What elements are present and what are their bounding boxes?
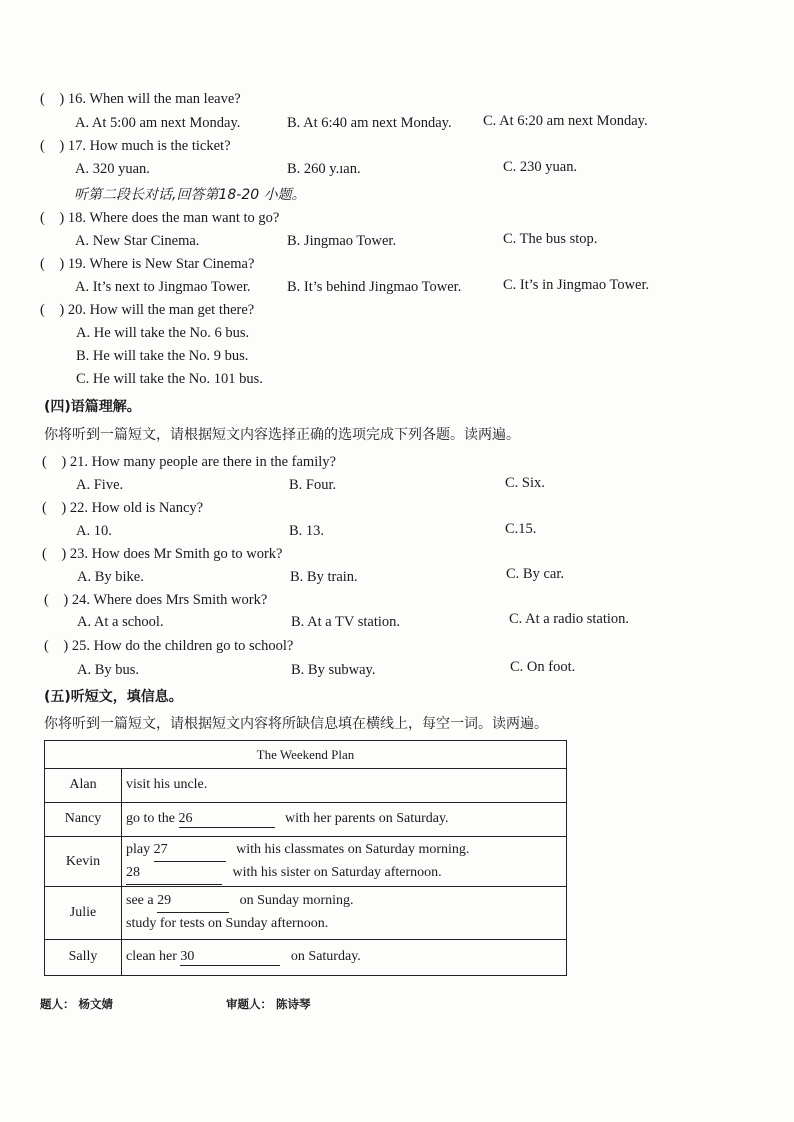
question-17: ( ) 17. How much is the ticket? [40,138,231,154]
option-22b[interactable]: B. 13. [289,523,325,539]
option-24c[interactable]: C. At a radio station. [509,611,630,627]
question-25: ( ) 25. How do the children go to school? [44,638,294,654]
row-plan: clean her 30 on Saturday. [122,939,567,975]
question-16: ( ) 16. When will the man leave? [40,91,241,107]
section4-title: (四)语篇理解。 [44,399,141,415]
section4-instruction: 你将听到一篇短文，请根据短文内容选择正确的选项完成下列各题。读两遍。 [44,427,520,443]
option-21b[interactable]: B. Four. [289,477,337,493]
option-18c[interactable]: C. The bus stop. [503,231,598,247]
answer-paren[interactable]: ( ) [40,138,65,154]
option-23c[interactable]: C. By car. [506,566,564,582]
row-name: Kevin [45,836,122,886]
question-18: ( ) 18. Where does the man want to go? [40,210,280,226]
option-24b[interactable]: B. At a TV station. [291,614,401,630]
option-16c[interactable]: C. At 6:20 am next Monday. [483,113,648,129]
question-20: ( ) 20. How will the man get there? [40,302,255,318]
question-23: ( ) 23. How does Mr Smith go to work? [42,546,283,562]
option-24a[interactable]: A. At a school. [77,614,164,630]
blank-27[interactable]: 27 [154,839,226,862]
blank-29[interactable]: 29 [157,890,229,913]
table-title: The Weekend Plan [45,741,567,769]
option-17a[interactable]: A. 320 yuan. [75,161,150,177]
section5-title: (五)听短文，填信息。 [44,689,183,705]
option-25b[interactable]: B. By subway. [291,662,376,678]
row-name: Sally [45,939,122,975]
table-row [45,887,567,939]
table-row [45,769,567,802]
row-name: Julie [45,887,122,939]
table-row [45,802,567,836]
dialog2-instruction: 听第二段长对话,回答第18-20 小题。 [74,187,306,203]
option-19b[interactable]: B. It’s behind Jingmao Tower. [287,279,462,295]
answer-paren[interactable]: ( ) [42,454,67,470]
option-23a[interactable]: A. By bike. [77,569,144,585]
row-plan: play 27 with his classmates on Saturday morning. 28 with his sister on Saturday afternoon. [122,836,567,886]
answer-paren[interactable]: ( ) [42,546,67,562]
answer-paren[interactable]: ( ) [42,500,67,516]
row-plan: go to the 26 with her parents on Saturday. [122,802,567,836]
weekend-plan-table [44,740,567,976]
row-plan: visit his uncle. [122,769,567,802]
option-17c[interactable]: C. 230 yuan. [503,159,578,175]
blank-26[interactable]: 26 [179,811,275,828]
answer-paren[interactable]: ( ) [44,592,69,608]
option-17b[interactable]: B. 260 y.ıan. [287,161,361,177]
option-22a[interactable]: A. 10. [76,523,112,539]
row-plan: see a 29 on Sunday morning. study for tests on Sunday afternoon. [122,887,567,939]
option-20c[interactable]: C. He will take the No. 101 bus. [76,371,263,387]
footer-maker: 题人： 杨文婧 [40,997,114,1011]
option-16a[interactable]: A. At 5:00 am next Monday. [75,115,241,131]
option-23b[interactable]: B. By train. [290,569,358,585]
table-row [45,836,567,886]
option-18b[interactable]: B. Jingmao Tower. [287,233,397,249]
option-21a[interactable]: A. Five. [76,477,124,493]
blank-28[interactable]: 28 [126,862,222,885]
row-name: Nancy [45,802,122,836]
answer-paren[interactable]: ( ) [40,210,65,226]
answer-paren[interactable]: ( ) [40,302,65,318]
option-16b[interactable]: B. At 6:40 am next Monday. [287,115,452,131]
answer-paren[interactable]: ( ) [40,91,65,107]
option-19a[interactable]: A. It’s next to Jingmao Tower. [75,279,251,295]
option-25c[interactable]: C. On foot. [510,659,576,675]
question-19: ( ) 19. Where is New Star Cinema? [40,256,255,272]
option-18a[interactable]: A. New Star Cinema. [75,233,200,249]
option-20b[interactable]: B. He will take the No. 9 bus. [76,348,249,364]
option-21c[interactable]: C. Six. [505,475,545,491]
option-19c[interactable]: C. It’s in Jingmao Tower. [503,277,650,293]
blank-30[interactable]: 30 [180,949,280,966]
question-21: ( ) 21. How many people are there in the family? [42,454,336,470]
answer-paren[interactable]: ( ) [44,638,69,654]
row-name: Alan [45,769,122,802]
answer-paren[interactable]: ( ) [40,256,65,272]
footer-reviewer: 审题人： 陈诗琴 [226,997,311,1011]
option-22c[interactable]: C.15. [505,521,537,537]
section5-instruction: 你将听到一篇短文，请根据短文内容将所缺信息填在横线上，每空一词。读两遍。 [44,716,548,732]
question-24: ( ) 24. Where does Mrs Smith work? [44,592,268,608]
option-25a[interactable]: A. By bus. [77,662,140,678]
table-row [45,939,567,975]
option-20a[interactable]: A. He will take the No. 6 bus. [76,325,250,341]
question-22: ( ) 22. How old is Nancy? [42,500,204,516]
